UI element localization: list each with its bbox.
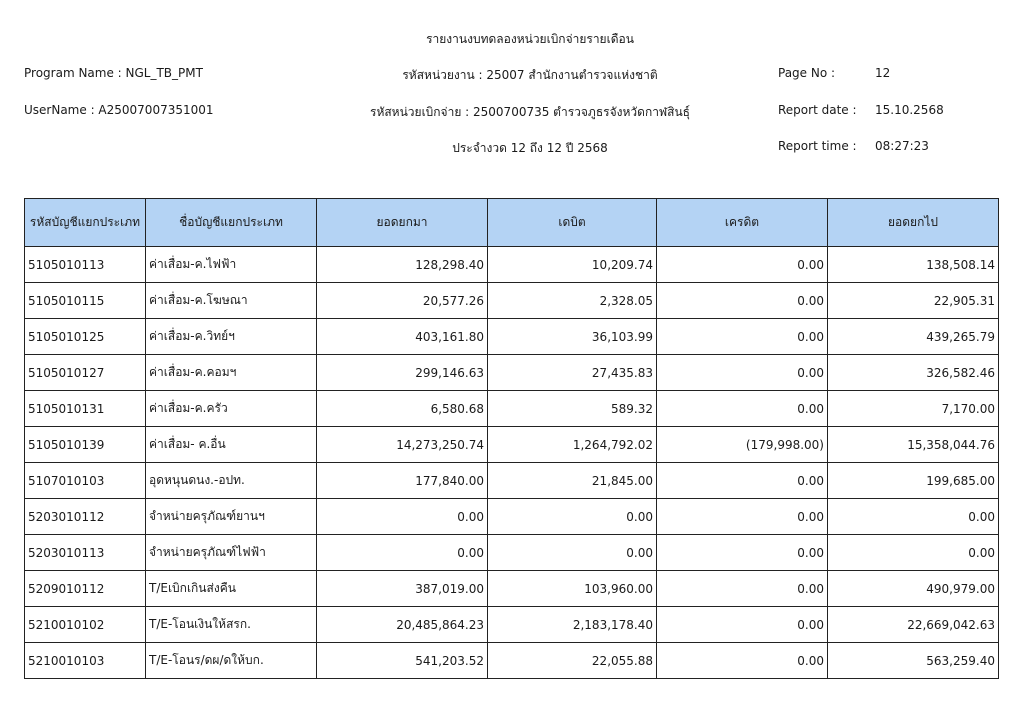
- header-row: [25, 199, 999, 247]
- opening-balance-cell: 403,161.80: [317, 319, 488, 355]
- debit-cell: 0.00: [488, 499, 657, 535]
- debit-cell: 36,103.99: [488, 319, 657, 355]
- closing-balance-cell: 0.00: [828, 499, 999, 535]
- closing-balance-cell: 199,685.00: [828, 463, 999, 499]
- opening-balance-cell: 177,840.00: [317, 463, 488, 499]
- report-title: รายงานงบทดลองหน่วยเบิกจ่ายรายเดือน: [426, 32, 634, 46]
- credit-cell: 0.00: [657, 499, 828, 535]
- account-code-cell: 5203010113: [25, 535, 146, 571]
- debit-cell: 10,209.74: [488, 247, 657, 283]
- table-header: [25, 199, 999, 247]
- table-row: [25, 247, 999, 283]
- report-date-value: 15.10.2568: [875, 103, 944, 117]
- account-code-cell: 5105010115: [25, 283, 146, 319]
- report-period: ประจำงวด 12 ถึง 12 ปี 2568: [452, 141, 608, 155]
- credit-cell: 0.00: [657, 355, 828, 391]
- table-row: [25, 427, 999, 463]
- credit-cell: 0.00: [657, 571, 828, 607]
- opening-balance-cell: 387,019.00: [317, 571, 488, 607]
- account-code-cell: 5105010113: [25, 247, 146, 283]
- closing-balance-cell: 15,358,044.76: [828, 427, 999, 463]
- account-name-cell: จำหน่ายครุภัณฑ์ยานฯ: [146, 499, 317, 535]
- closing-balance-cell: 439,265.79: [828, 319, 999, 355]
- credit-cell: 0.00: [657, 463, 828, 499]
- col-opening-balance: ยอดยกมา: [317, 199, 488, 247]
- debit-cell: 27,435.83: [488, 355, 657, 391]
- table-row: [25, 283, 999, 319]
- account-name-cell: ค่าเสื่อม-ค.วิทย์ฯ: [146, 319, 317, 355]
- account-name-cell: จำหน่ายครุภัณฑ์ไฟฟ้า: [146, 535, 317, 571]
- page-no-label: Page No :: [778, 66, 836, 80]
- opening-balance-cell: 541,203.52: [317, 643, 488, 679]
- credit-cell: 0.00: [657, 535, 828, 571]
- table-row: [25, 499, 999, 535]
- account-code-cell: 5105010125: [25, 319, 146, 355]
- col-account-code: รหัสบัญชีแยกประเภท: [25, 199, 146, 247]
- user-name: UserName : A25007007351001: [24, 103, 214, 117]
- account-code-cell: 5209010112: [25, 571, 146, 607]
- debit-cell: 2,183,178.40: [488, 607, 657, 643]
- table-row: [25, 463, 999, 499]
- closing-balance-cell: 22,669,042.63: [828, 607, 999, 643]
- opening-balance-cell: 20,577.26: [317, 283, 488, 319]
- debit-cell: 589.32: [488, 391, 657, 427]
- account-name-cell: T/E-โอนร/ดผ/ดให้บก.: [146, 643, 317, 679]
- table-row: [25, 607, 999, 643]
- table-row: [25, 391, 999, 427]
- opening-balance-cell: 14,273,250.74: [317, 427, 488, 463]
- credit-cell: 0.00: [657, 319, 828, 355]
- closing-balance-cell: 0.00: [828, 535, 999, 571]
- credit-cell: 0.00: [657, 391, 828, 427]
- debit-cell: 2,328.05: [488, 283, 657, 319]
- account-name-cell: T/Eเบิกเกินส่งคืน: [146, 571, 317, 607]
- agency-code: รหัสหน่วยงาน : 25007 สำนักงานตำรวจแห่งชาติ: [402, 68, 658, 82]
- debit-cell: 22,055.88: [488, 643, 657, 679]
- page-no-value: 12: [875, 66, 891, 80]
- account-name-cell: ค่าเสื่อม- ค.อื่น: [146, 427, 317, 463]
- account-name-cell: ค่าเสื่อม-ค.ไฟฟ้า: [146, 247, 317, 283]
- account-name-cell: อุดหนุนดนง.-อปท.: [146, 463, 317, 499]
- debit-cell: 1,264,792.02: [488, 427, 657, 463]
- credit-cell: 0.00: [657, 607, 828, 643]
- account-code-cell: 5105010131: [25, 391, 146, 427]
- debit-cell: 103,960.00: [488, 571, 657, 607]
- account-name-cell: ค่าเสื่อม-ค.ครัว: [146, 391, 317, 427]
- closing-balance-cell: 563,259.40: [828, 643, 999, 679]
- account-name-cell: ค่าเสื่อม-ค.คอมฯ: [146, 355, 317, 391]
- opening-balance-cell: 0.00: [317, 535, 488, 571]
- opening-balance-cell: 20,485,864.23: [317, 607, 488, 643]
- account-code-cell: 5105010139: [25, 427, 146, 463]
- report-time-label: Report time :: [778, 139, 857, 153]
- opening-balance-cell: 128,298.40: [317, 247, 488, 283]
- col-closing-balance: ยอดยกไป: [828, 199, 999, 247]
- table-row: [25, 355, 999, 391]
- debit-cell: 0.00: [488, 535, 657, 571]
- table-row: [25, 535, 999, 571]
- closing-balance-cell: 138,508.14: [828, 247, 999, 283]
- opening-balance-cell: 299,146.63: [317, 355, 488, 391]
- table-row: [25, 643, 999, 679]
- credit-cell: 0.00: [657, 643, 828, 679]
- account-code-cell: 5210010103: [25, 643, 146, 679]
- account-name-cell: T/E-โอนเงินให้สรก.: [146, 607, 317, 643]
- program-name: Program Name : NGL_TB_PMT: [24, 66, 203, 80]
- credit-cell: 0.00: [657, 247, 828, 283]
- report-date-label: Report date :: [778, 103, 857, 117]
- table-body: [25, 247, 999, 679]
- account-code-cell: 5105010127: [25, 355, 146, 391]
- debit-cell: 21,845.00: [488, 463, 657, 499]
- table-row: [25, 319, 999, 355]
- account-name-cell: ค่าเสื่อม-ค.โฆษณา: [146, 283, 317, 319]
- col-account-name: ชื่อบัญชีแยกประเภท: [146, 199, 317, 247]
- credit-cell: (179,998.00): [657, 427, 828, 463]
- account-code-cell: 5107010103: [25, 463, 146, 499]
- closing-balance-cell: 326,582.46: [828, 355, 999, 391]
- opening-balance-cell: 0.00: [317, 499, 488, 535]
- trial-balance-table: [24, 198, 999, 679]
- report-time-value: 08:27:23: [875, 139, 929, 153]
- disbursement-unit: รหัสหน่วยเบิกจ่าย : 2500700735 ตำรวจภูธรจังหวัดกาฬสินธุ์: [370, 105, 690, 119]
- closing-balance-cell: 7,170.00: [828, 391, 999, 427]
- closing-balance-cell: 490,979.00: [828, 571, 999, 607]
- col-debit: เดบิต: [488, 199, 657, 247]
- opening-balance-cell: 6,580.68: [317, 391, 488, 427]
- credit-cell: 0.00: [657, 283, 828, 319]
- col-credit: เครดิต: [657, 199, 828, 247]
- account-code-cell: 5203010112: [25, 499, 146, 535]
- closing-balance-cell: 22,905.31: [828, 283, 999, 319]
- table-row: [25, 571, 999, 607]
- account-code-cell: 5210010102: [25, 607, 146, 643]
